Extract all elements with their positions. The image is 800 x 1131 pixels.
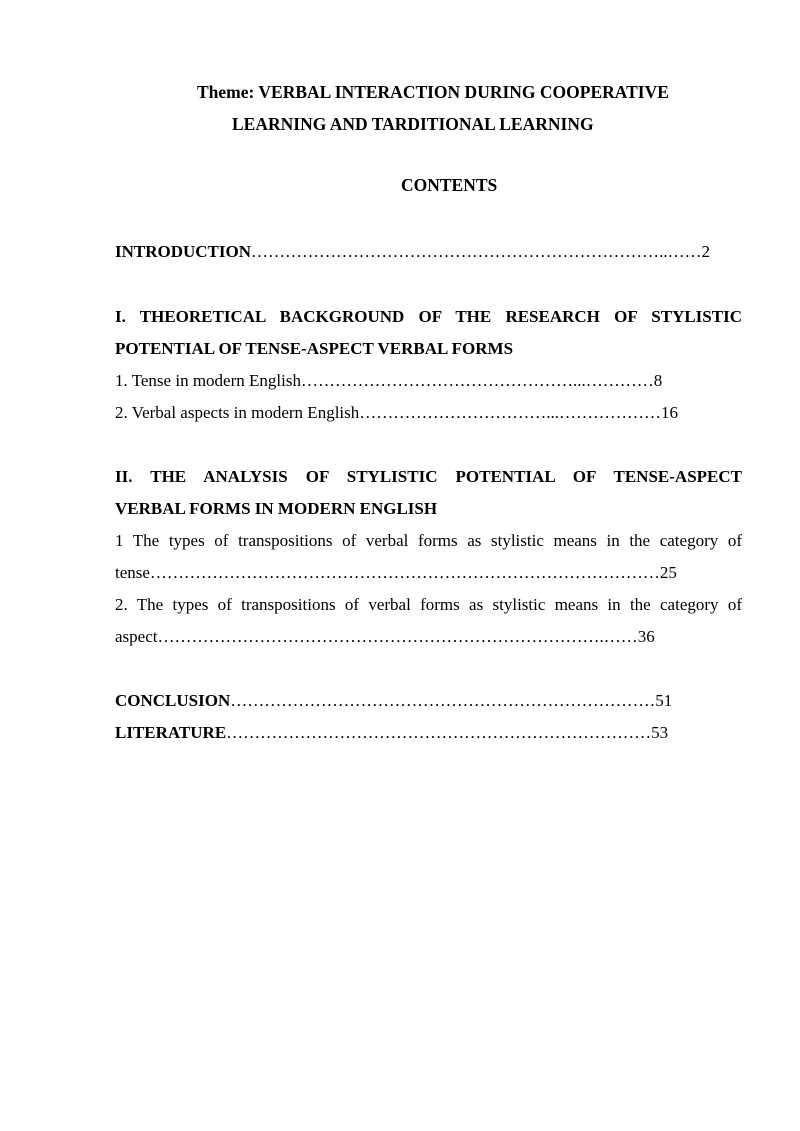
toc-introduction-label: INTRODUCTION bbox=[115, 242, 252, 261]
toc-section-1-heading-line-2: POTENTIAL OF TENSE-ASPECT VERBAL FORMS bbox=[115, 339, 514, 358]
toc-item-1-2: 2. Verbal aspects in modern English……………………………...………………16 bbox=[115, 403, 679, 422]
toc-item-2-1-line-2: tense………………………………………………………………………………25 bbox=[115, 563, 677, 582]
toc-conclusion-leader: …………………………………………………………………51 bbox=[230, 691, 673, 710]
toc-entry-conclusion bbox=[115, 685, 742, 717]
toc-item-2-2-line-1: 2. The types of transpositions of verbal forms as stylistic means in the category of bbox=[115, 595, 742, 614]
toc-introduction-leader: ………………………………………………………………..……2 bbox=[251, 242, 711, 261]
toc-conclusion-label: CONCLUSION bbox=[115, 691, 231, 710]
theme-line-2: LEARNING AND TARDITIONAL LEARNING bbox=[232, 114, 594, 134]
table-of-contents bbox=[115, 236, 742, 749]
document-theme bbox=[0, 76, 800, 140]
toc-literature-label: LITERATURE bbox=[115, 723, 227, 742]
toc-section-2-heading-line-2: VERBAL FORMS IN MODERN ENGLISH bbox=[115, 499, 438, 518]
toc-literature-leader: …………………………………………………………………53 bbox=[226, 723, 669, 742]
contents-heading: CONTENTS bbox=[401, 175, 498, 195]
toc-section-2-heading-line-1: II. THE ANALYSIS OF STYLISTIC POTENTIAL OF TENSE-ASPECT bbox=[115, 467, 742, 486]
toc-entry-introduction bbox=[115, 236, 742, 268]
toc-item-1-1: 1. Tense in modern English…………………………………………...…………8 bbox=[115, 371, 663, 390]
toc-entry-literature bbox=[115, 717, 742, 749]
toc-section-1-heading-line-1: I. THEORETICAL BACKGROUND OF THE RESEARCH OF STYLISTIC bbox=[115, 307, 742, 326]
toc-item-2-2-line-2: aspect…………………………………………………………………….……36 bbox=[115, 627, 655, 646]
toc-item-2-1-line-1: 1 The types of transpositions of verbal forms as stylistic means in the category of bbox=[115, 531, 742, 550]
theme-line-1: Theme: VERBAL INTERACTION DURING COOPERATIVE bbox=[197, 82, 669, 102]
